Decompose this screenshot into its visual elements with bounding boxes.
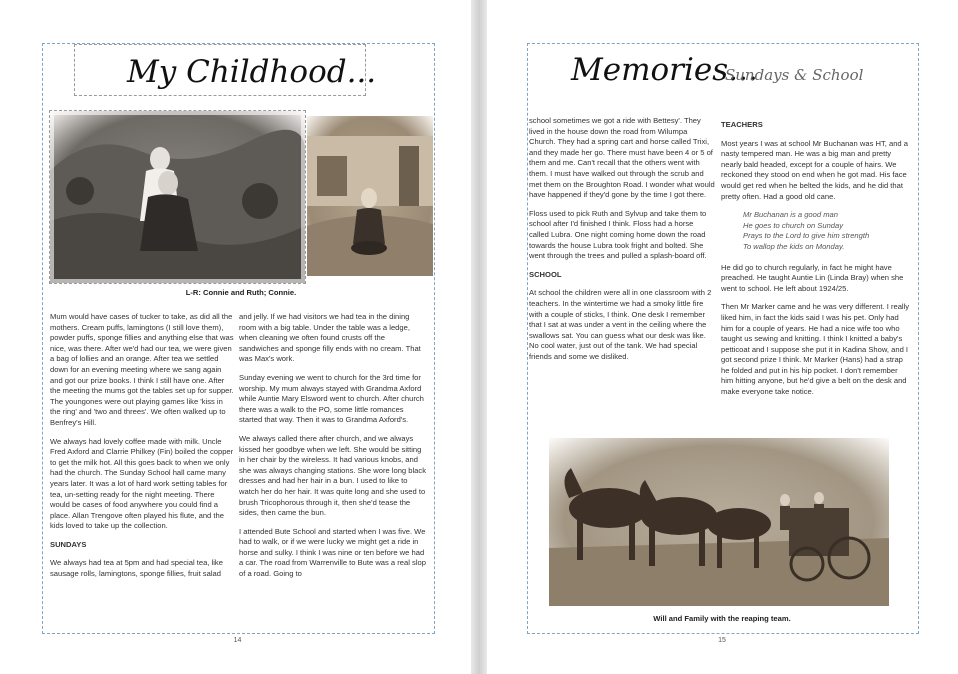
- right-page-title: Memories...: [571, 52, 758, 88]
- left-page: [0, 0, 471, 674]
- section-heading-teachers: TEACHERS: [721, 120, 763, 129]
- paragraph: Most years I was at school Mr Buchanan was HT, and a nasty tempered man. He was a big man and pretty nearly bald headed, except for a couple of hairs. We reckoned they stood on end when he got mad. His face would get red when he belted the kids, and he did that pretty often. Had a good old cane.: [721, 138, 908, 201]
- page-number: 14: [233, 637, 242, 644]
- section-heading-school: SCHOOL: [529, 269, 562, 279]
- paragraph: school sometimes we got a ride with Bettesy'. They lived in the house down the road from Wilumpa Church. They had a spring cart and horse called Trixi, and they made her go. There must have been 4 or 5 of them and me. Can't recall that the others went with them. I must have walked out through the scrub and met them on the Broughton Road. I wonder what would have happened if they'd gone by the time I got there.: [529, 116, 715, 200]
- paragraph: We always had lovely coffee made with milk. Uncle Fred Axford and Clarrie Philkey (Fin) boiled the copper to get the milk hot. All this goes back to when we only had the church. The Sunday School hall came many years later. It was a lot of hard work setting tables for tea, un-setting ready for the night meeting. There would be cases of food anywhere you could find a place. Allan Trengove often played his flute, and the kids loved to take up the collection.: [50, 436, 234, 531]
- right-page: [487, 0, 958, 674]
- section-heading-sundays: SUNDAYS: [50, 539, 87, 549]
- left-title-box: [74, 44, 377, 96]
- left-page-column-1: [50, 312, 234, 588]
- paragraph: At school the children were all in one classroom with 2 teachers. In the wintertime we had a smoky little fire with a couple of sticks, I think. One desk I remember that I sat at was under a vent in the ceiling where the swallows sat. You can guess what our desk was like. No cool water, just out of the tank. We had special friends and some we disliked.: [529, 288, 712, 361]
- photo-connie: [307, 116, 433, 276]
- rhyme-line: He goes to church on Sunday: [743, 220, 844, 230]
- paragraph: We always had tea at 5pm and had special tea, like sausage rolls, lamingtons, sponge fillies, fruit salad: [50, 558, 223, 579]
- left-page-title: My Childhood...: [127, 54, 377, 90]
- paragraph: I attended Bute School and started when I was five. We had to walk, or if we were lucky we might get a ride in horse and sulky. I think I was nine or ten before we had a car. The road from Warrenville to Bute was a real slop of a road. Going to: [239, 526, 426, 579]
- page-number: 15: [718, 637, 726, 644]
- photo-reaping-team: [549, 438, 889, 606]
- book-gutter: [471, 0, 487, 674]
- rhyme-line: Mr Buchanan is a good man: [743, 210, 838, 220]
- paragraph: We always called there after church, and we always kissed her goodbye when we left. She would be sitting in her chair by the wireless. It had various knobs, and she was always changing stations. She wore long black dresses and had her hair in a bun. I used to like to watch her do her hair. It was quite long and she used to brush Tricophorous through it, then she'd tease the sides, then came the bun.: [239, 433, 426, 518]
- paragraph: Floss used to pick Ruth and Sylvup and take them to school after I'd finished I think. Floss had a horse called Lubra. One night coming home down the road towards the house Lubra took fright and bolted. She went through the trees and pulled a splash-board off.: [529, 208, 707, 261]
- left-photo-caption: L-R: Connie and Ruth; Connie.: [185, 288, 297, 297]
- rhyme: [743, 210, 911, 252]
- paragraph: Then Mr Marker came and he was very different. I really liked him, in fact the kids said I was his pet. Only had him for a couple of years. He had a nice wife too who taught us sewing and knitting. I think I knitted a baby's petticoat and I suppose she put it in Kadina Show, and I got second prize I think. Mr Marker (Hans) had a strap he folded and put in his hip pocket. I don't remember him hitting anyone, but he'd give a belt on the desk and make everyone take notice.: [721, 302, 910, 397]
- paragraph: He did go to church regularly, in fact he might have preached. He taught Auntie Lin (Linda Bray) when she went to school. He left about 1924/25.: [721, 262, 904, 293]
- right-page-subtitle: Sundays & School: [725, 66, 864, 84]
- rhyme-line: To wallop the kids on Monday.: [743, 241, 845, 251]
- paragraph: Mum would have cases of tucker to take, as did all the mothers. Cream puffs, lamingtons (I still love them), powder puffs, sponge fillies and anything else that was nice, was there. After we'd had our tea, we were given a bag of lollies and an orange. After tea we settled down for an evening meeting where we sang again and got our prize books. I think I still have one. After the meeting the mums got the tables set up for supper. The youngones were out playing games like 'kiss in the ring' and 'two and threes'. We often walked up to Benfrey's Hill.: [50, 312, 234, 427]
- right-page-column-2: [721, 116, 911, 406]
- paragraph: Sunday evening we went to church for the 3rd time for worship. My mum always stayed with Grandma Axford while Auntie Mary Elsword went to church. After church there was a walk to the PO, some little romances started that way. Then it was to Grandma Axford's.: [239, 372, 424, 425]
- right-photo-caption: Will and Family with the reaping team.: [653, 614, 791, 623]
- rhyme-line: Prays to the Lord to give him strength: [743, 231, 870, 241]
- paragraph: and jelly. If we had visitors we had tea in the dining room with a big table. Under the table was a ledge, when cleaning we often found crusts off the sandwiches and sponge filly ends with no cream. That was Max's work.: [239, 312, 421, 364]
- photo-connie-and-ruth: [49, 110, 306, 284]
- right-page-column-1: [529, 116, 715, 370]
- left-page-column-2: [239, 312, 426, 588]
